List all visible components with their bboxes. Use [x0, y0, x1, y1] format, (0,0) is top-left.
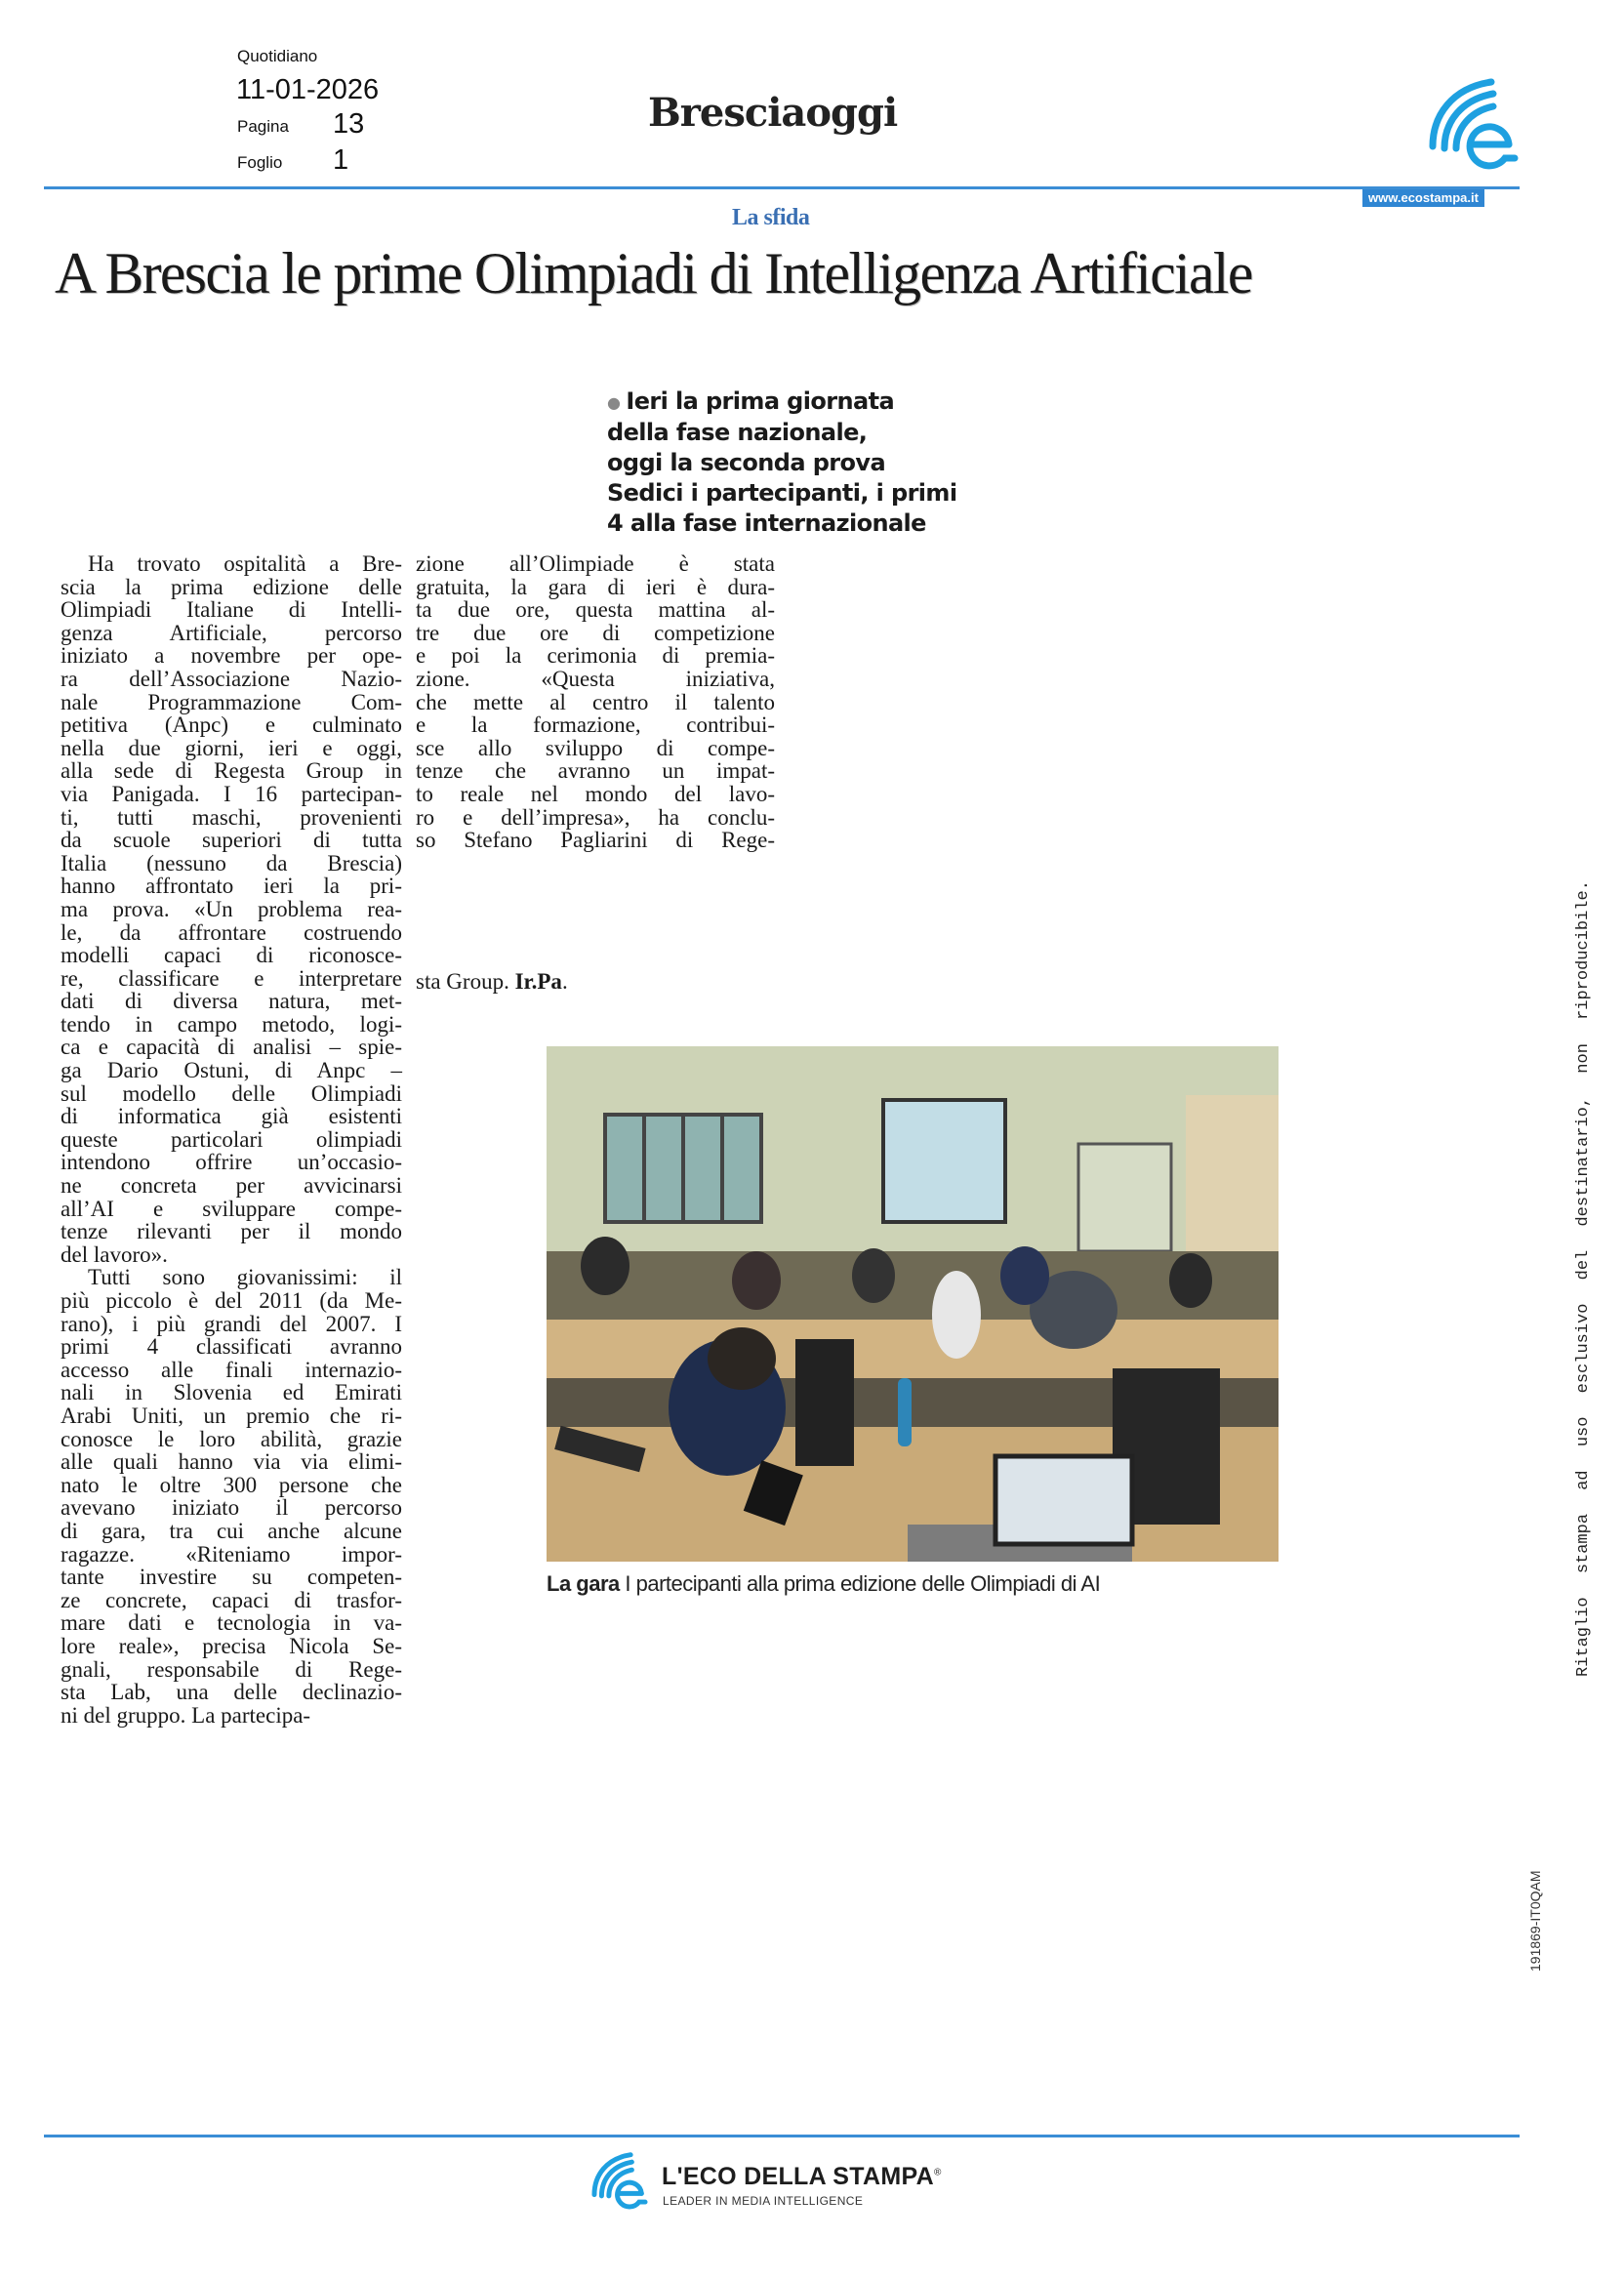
text-line: alle quali hanno via via elimi-: [61, 1449, 402, 1475]
summary-line: ● Ieri la prima giornata: [607, 387, 895, 415]
text-line: via Panigada. I 16 partecipan-: [61, 781, 402, 806]
text-line: queste particolari olimpiadi: [61, 1126, 402, 1152]
text-line: so Stefano Pagliarini di Rege-: [416, 828, 775, 853]
text-line: Tutti sono giovanissimi: il: [88, 1265, 402, 1290]
text-line: Arabi Uniti, un premio che ri-: [61, 1403, 402, 1428]
text-line: ca e capacità di analisi – spie-: [61, 1035, 402, 1060]
text-line: Italia (nessuno da Brescia): [61, 850, 402, 875]
text-line: petitiva (Anpc) e culminato: [61, 712, 402, 738]
text-line: di informatica già esistenti: [61, 1104, 402, 1129]
text-line: primi 4 classificati avranno: [61, 1334, 402, 1360]
text-line: sta Group. Ir.Pa.: [416, 969, 568, 994]
text-line: avevano iniziato il percorso: [61, 1495, 402, 1521]
text-line: rano), i più grandi del 2007. I: [61, 1311, 402, 1336]
article-column-1: [61, 552, 402, 1727]
text-line: conosce le loro abilità, grazie: [61, 1426, 402, 1451]
publication-type: Quotidiano: [237, 47, 318, 65]
text-line: del lavoro».: [61, 1241, 168, 1267]
text-line: tendo in campo metodo, logi-: [61, 1011, 402, 1037]
website-link[interactable]: www.ecostampa.it: [1362, 189, 1484, 207]
text-line: nella due giorni, ieri e oggi,: [61, 735, 402, 760]
text-line: ni del gruppo. La partecipa-: [61, 1702, 311, 1728]
text-line: genza Artificiale, percorso: [61, 620, 402, 645]
text-line: ti, tutti maschi, provenienti: [61, 804, 402, 830]
text-line: ze concrete, capaci di trasfor-: [61, 1587, 402, 1612]
text-line: ragazze. «Riteniamo impor-: [61, 1541, 402, 1567]
eco-stampa-logo-icon: [589, 2151, 650, 2212]
text-line: più piccolo è del 2011 (da Me-: [61, 1288, 402, 1313]
text-line: ma prova. «Un problema rea-: [61, 896, 402, 921]
text-line: accesso alle finali internazio-: [61, 1357, 402, 1382]
author-signature: Ir.Pa: [514, 969, 562, 994]
text-line: ne concreta per avvicinarsi: [61, 1173, 402, 1199]
photo-caption: [547, 1571, 1100, 1597]
text-line: di gara, tra cui anche alcune: [61, 1518, 402, 1543]
text-line: intendono offrire un’occasio-: [61, 1150, 402, 1175]
text-line: mare dati e tecnologia in va-: [61, 1610, 402, 1636]
text-line: che mette al centro il talento: [416, 689, 775, 714]
caption-text: I partecipanti alla prima edizione delle Olimpiadi di AI: [625, 1571, 1101, 1596]
text-line: tante investire su competen-: [61, 1565, 402, 1590]
text-line: ta due ore, questa mattina al-: [416, 597, 775, 623]
header-rule: [44, 186, 1520, 189]
text-line: zione. «Questa iniziativa,: [416, 666, 775, 691]
text-line: ro e dell’impresa», ha conclu-: [416, 804, 775, 830]
text-line: Olimpiadi Italiane di Intelli-: [61, 597, 402, 623]
copyright-notice: Ritaglio stampa ad uso esclusivo del destinatario, non riproducibile.: [1574, 880, 1593, 1677]
text-line: hanno affrontato ieri la pri-: [61, 874, 402, 899]
text-line: ra dell’Associazione Nazio-: [61, 666, 402, 691]
text-line: scia la prima edizione delle: [61, 574, 402, 599]
text-line: da scuole superiori di tutta: [61, 828, 402, 853]
text-line: sce allo sviluppo di compe-: [416, 735, 775, 760]
summary-line: Sedici i partecipanti, i primi: [607, 478, 957, 507]
text-line: gratuita, la gara di ieri è dura-: [416, 574, 775, 599]
summary-line: 4 alla fase internazionale: [607, 509, 926, 537]
text-line: le, da affrontare costruendo: [61, 919, 402, 945]
text-line: nato le oltre 300 persone che: [61, 1472, 402, 1497]
text-line: Ha trovato ospitalità a Bre-: [88, 551, 402, 576]
article-photo: [547, 1046, 1279, 1562]
caption-title: La gara: [547, 1571, 620, 1596]
article-column-2: [416, 552, 775, 852]
article-summary: [607, 387, 997, 539]
masthead-logo: Bresciaoggi: [648, 90, 898, 136]
footer-brand: L'ECO DELLA STAMPA®: [662, 2163, 942, 2190]
text-line: ga Dario Ostuni, di Anpc –: [61, 1058, 402, 1083]
text-line: modelli capaci di riconosce-: [61, 943, 402, 968]
footer-tagline: LEADER IN MEDIA INTELLIGENCE: [663, 2194, 864, 2208]
text-line: tenze rilevanti per il mondo: [61, 1219, 402, 1244]
footer-rule: [44, 2135, 1520, 2137]
text-line: re, classificare e interpretare: [61, 965, 402, 991]
page-number: 13: [333, 108, 365, 140]
classroom-photo-illustration: [547, 1046, 1279, 1562]
text-line: nali in Slovenia ed Emirati: [61, 1380, 402, 1405]
clipping-code: 191869-IT0QAM: [1527, 1870, 1543, 1972]
text-line: to reale nel mondo del lavo-: [416, 781, 775, 806]
text-line: all’AI e sviluppare compe-: [61, 1196, 402, 1221]
eco-stampa-logo-icon: [1425, 76, 1522, 174]
text-line: gnali, responsabile di Rege-: [61, 1656, 402, 1682]
text-line: tre due ore di competizione: [416, 620, 775, 645]
text-line: lore reale», precisa Nicola Se-: [61, 1633, 402, 1658]
text-line: nale Programmazione Com-: [61, 689, 402, 714]
article-column-2-ending: [416, 970, 775, 994]
text-line: dati di diversa natura, met-: [61, 989, 402, 1014]
sheet-number: 1: [333, 144, 349, 176]
article-headline: A Brescia le prime Olimpiadi di Intelligenza Artificiale: [55, 241, 1252, 305]
article-kicker: La sfida: [732, 205, 810, 230]
text-line: sta Lab, una delle declinazio-: [61, 1680, 402, 1705]
text-line: sul modello delle Olimpiadi: [61, 1080, 402, 1106]
text-line: zione all’Olimpiade è stata: [416, 551, 775, 576]
sheet-label: Foglio: [237, 153, 283, 172]
publication-date: 11-01-2026: [236, 74, 380, 105]
text-line: alla sede di Regesta Group in: [61, 758, 402, 784]
text-line: tenze che avranno un impat-: [416, 758, 775, 784]
page-label: Pagina: [237, 117, 289, 136]
text-line: e poi la cerimonia di premia-: [416, 643, 775, 669]
text-line: e la formazione, contribui-: [416, 712, 775, 738]
summary-line: della fase nazionale,: [607, 418, 868, 446]
summary-line: oggi la seconda prova: [607, 448, 886, 476]
text-line: iniziato a novembre per ope-: [61, 643, 402, 669]
bullet-icon: ●: [607, 392, 621, 412]
